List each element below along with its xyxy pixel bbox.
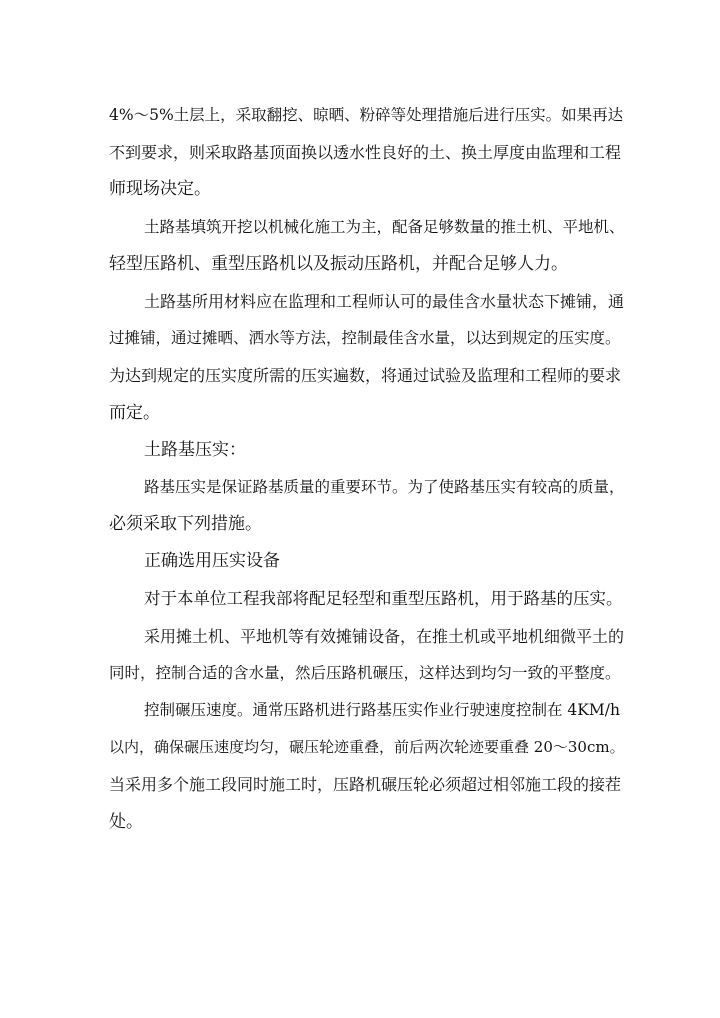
text-line: 师现场决定。: [109, 179, 211, 200]
text-line: 土路基压实：: [144, 439, 246, 460]
text-line: 处。: [109, 811, 143, 832]
text-line: 为达到规定的压实度所需的压实遍数，将通过试验及监理和工程师的要求: [109, 366, 622, 386]
body-text: [109, 97, 629, 841]
text-line: 过摊铺，通过摊晒、洒水等方法，控制最佳含水量，以达到规定的压实度。: [109, 329, 621, 348]
text-line: 对于本单位工程我部将配足轻型和重型压路机，用于路基的压实。: [144, 589, 623, 609]
text-line: 正确选用压实设备: [144, 551, 280, 572]
text-line: 轻型压路机、重型压路机以及振动压路机，并配合足够人力。: [109, 253, 568, 274]
text-line: 土路基所用材料应在监理和工程师认可的最佳含水量状态下摊铺，通: [144, 291, 625, 311]
text-line: 以内，确保碾压速度均匀，碾压轮迹重叠，前后两次轮迹要重叠 20～30cm。: [109, 738, 625, 757]
text-line: 4%～5%土层上，采取翻挖、晾晒、粉碎等处理措施后进行压实。如果再达: [109, 106, 624, 124]
text-line: 当采用多个施工段同时施工时，压路机碾压轮必须超过相邻施工段的接茬: [109, 775, 622, 795]
text-line: 而定。: [109, 402, 160, 423]
text-line: 路基压实是保证路基质量的重要环节。为了使路基压实有较高的质量，: [144, 477, 625, 496]
text-line: 采用摊土机、平地机等有效摊铺设备，在推土机或平地机细微平土的: [144, 626, 625, 646]
text-line: 同时，控制合适的含水量，然后压路机碾压，这样达到均匀一致的平整度。: [109, 663, 621, 682]
text-line: 控制碾压速度。通常压路机进行路基压实作业行驶速度控制在 4KM/h: [144, 701, 620, 719]
text-line: 不到要求，则采取路基顶面换以透水性良好的土、换土厚度由监理和工程: [109, 143, 622, 163]
text-line: 必须采取下列措施。: [109, 514, 262, 535]
text-line: 土路基填筑开挖以机械化施工为主，配备足够数量的推土机、平地机、: [144, 217, 625, 236]
